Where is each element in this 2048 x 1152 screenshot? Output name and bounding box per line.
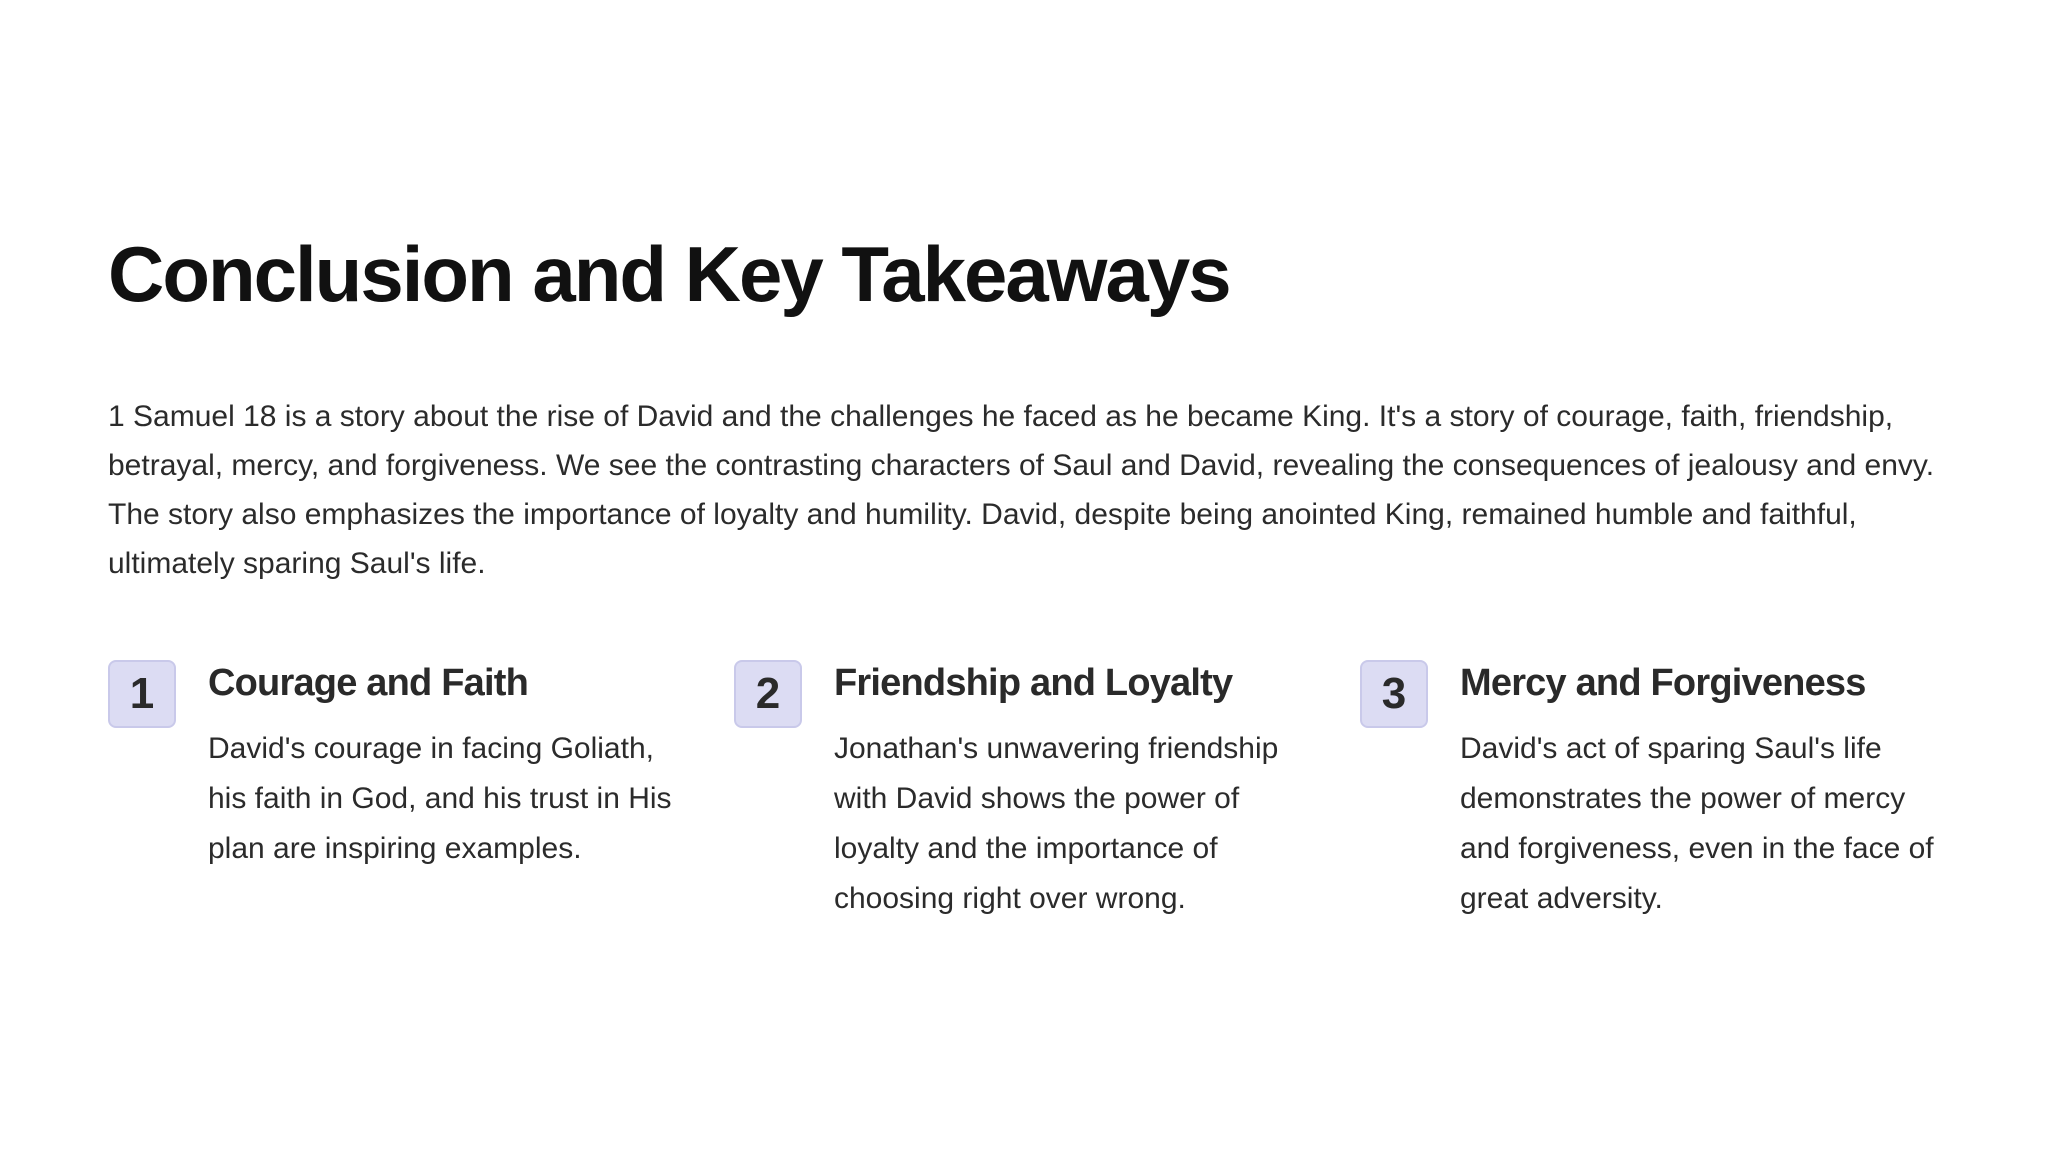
card-body (834, 660, 1360, 924)
number-badge: 2 (734, 660, 802, 728)
card-body (208, 660, 734, 874)
card-text: Jonathan's unwavering friendship with David shows the power of loyalty and the importance of choosing right over wrong. (834, 732, 1279, 915)
card-title: Mercy and Forgiveness (1460, 662, 1866, 704)
number-badge: 3 (1360, 660, 1428, 728)
card-text: David's courage in facing Goliath, his faith in God, and his trust in His plan are inspiring examples. (208, 732, 672, 865)
takeaway-card-1 (108, 660, 734, 924)
card-body (1460, 660, 1950, 924)
takeaway-card-3 (1360, 660, 1948, 924)
card-text: David's act of sparing Saul's life demonstrates the power of mercy and forgiveness, even in the face of great adversity. (1460, 732, 1934, 915)
takeaway-card-2 (734, 660, 1360, 924)
takeaway-cards (108, 660, 1948, 924)
card-title: Courage and Faith (208, 662, 528, 704)
number-badge: 1 (108, 660, 176, 728)
card-title: Friendship and Loyalty (834, 662, 1233, 704)
slide-title: Conclusion and Key Takeaways (108, 230, 1230, 318)
intro-paragraph: 1 Samuel 18 is a story about the rise of David and the challenges he faced as he became King. It's a story of courage, faith, friendship, betrayal, mercy, and forgiveness. We see the contrasting characters of Saul and David, revealing the consequences of jealousy and envy. The story also emphasizes the importance of loyalty and humility. David, despite being anointed King, remained humble and faithful, ultimately sparing Saul's life. (108, 400, 1935, 580)
